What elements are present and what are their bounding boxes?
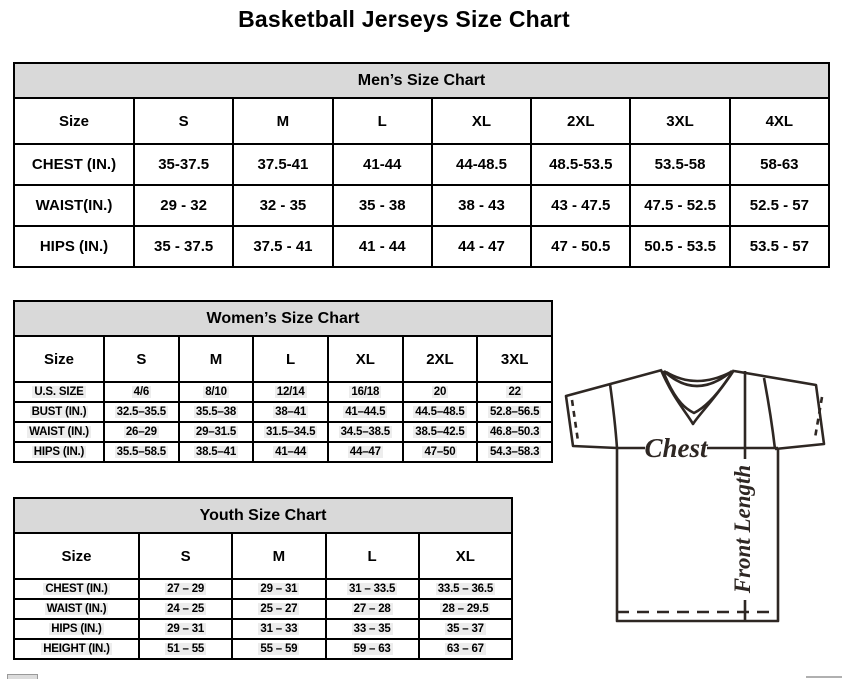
cell-value: 31 – 33.5 xyxy=(326,579,419,599)
column-header: 3XL xyxy=(630,98,729,144)
row-label-text: WAIST (IN.) xyxy=(46,603,107,615)
row-label xyxy=(14,619,139,639)
cell-value: 55 – 59 xyxy=(232,639,325,659)
column-header: 2XL xyxy=(403,336,478,382)
column-header: L xyxy=(253,336,328,382)
cell-value: 26–29 xyxy=(104,422,179,442)
mens-table-title: Men’s Size Chart xyxy=(14,63,829,98)
cell-value: 47 - 50.5 xyxy=(531,226,630,267)
cell-value: 16/18 xyxy=(328,382,403,402)
cell-value: 27 – 29 xyxy=(139,579,232,599)
column-header: M xyxy=(233,98,332,144)
table-row-waist xyxy=(14,185,829,226)
cell-value: 52.5 - 57 xyxy=(730,185,829,226)
table-row-hips xyxy=(14,619,512,639)
column-header: S xyxy=(104,336,179,382)
cell-value: 33 – 35 xyxy=(326,619,419,639)
row-label-text: CHEST (IN.) xyxy=(45,583,108,595)
cell-value: 32 - 35 xyxy=(233,185,332,226)
womens-title-row xyxy=(14,301,552,336)
cell-value: 29 – 31 xyxy=(232,579,325,599)
cell-value: 41-44 xyxy=(333,144,432,185)
cell-value: 48.5-53.5 xyxy=(531,144,630,185)
cell-value: 38 - 43 xyxy=(432,185,531,226)
cell-value: 41–44.5 xyxy=(328,402,403,422)
column-header: S xyxy=(134,98,233,144)
collar-rib-arc xyxy=(664,371,732,386)
youth-header-row xyxy=(14,533,512,579)
cell-value: 35 - 38 xyxy=(333,185,432,226)
cell-value: 31 – 33 xyxy=(232,619,325,639)
table-row-hips xyxy=(14,226,829,267)
cell-value: 35 – 37 xyxy=(419,619,512,639)
cell-value: 8/10 xyxy=(179,382,254,402)
womens-header-row xyxy=(14,336,552,382)
column-header: M xyxy=(232,533,325,579)
cell-value: 24 – 25 xyxy=(139,599,232,619)
cell-value: 53.5-58 xyxy=(630,144,729,185)
column-header: 3XL xyxy=(477,336,552,382)
cell-value: 44-48.5 xyxy=(432,144,531,185)
row-label: WAIST(IN.) xyxy=(14,185,134,226)
cell-value: 29 – 31 xyxy=(139,619,232,639)
cell-value: 25 – 27 xyxy=(232,599,325,619)
cell-value: 4/6 xyxy=(104,382,179,402)
jersey-outline xyxy=(566,370,824,621)
column-header: L xyxy=(333,98,432,144)
cell-value: 50.5 - 53.5 xyxy=(630,226,729,267)
youth-title-row xyxy=(14,498,512,533)
cell-value: 46.8–50.3 xyxy=(477,422,552,442)
cell-value: 53.5 - 57 xyxy=(730,226,829,267)
table-row-chest xyxy=(14,144,829,185)
column-header: L xyxy=(326,533,419,579)
row-label-text: HEIGHT (IN.) xyxy=(43,643,110,655)
row-label-text: WAIST (IN.) xyxy=(29,426,89,438)
cell-value: 44.5–48.5 xyxy=(403,402,478,422)
mens-title-row xyxy=(14,63,829,98)
cell-value: 35-37.5 xyxy=(134,144,233,185)
cell-value: 29 - 32 xyxy=(134,185,233,226)
cell-value: 22 xyxy=(477,382,552,402)
table-row-waist xyxy=(14,599,512,619)
cell-value: 44–47 xyxy=(328,442,403,462)
row-label-text: BUST (IN.) xyxy=(31,406,87,418)
cell-value: 34.5–38.5 xyxy=(328,422,403,442)
row-label: CHEST (IN.) xyxy=(14,144,134,185)
cell-value: 47–50 xyxy=(403,442,478,462)
chest-label: Chest xyxy=(644,433,708,463)
bottom-right-ui-fragment xyxy=(806,676,842,678)
column-header: S xyxy=(139,533,232,579)
cell-value: 38.5–42.5 xyxy=(403,422,478,442)
cell-value: 44 - 47 xyxy=(432,226,531,267)
cell-value: 47.5 - 52.5 xyxy=(630,185,729,226)
row-label xyxy=(14,599,139,619)
row-label: HIPS (IN.) xyxy=(14,226,134,267)
cell-value: 29–31.5 xyxy=(179,422,254,442)
cell-value: 28 – 29.5 xyxy=(419,599,512,619)
column-header: XL xyxy=(432,98,531,144)
cell-value: 38.5–41 xyxy=(179,442,254,462)
cell-value: 33.5 – 36.5 xyxy=(419,579,512,599)
column-header-size: Size xyxy=(14,533,139,579)
row-label xyxy=(14,402,104,422)
cell-value: 41–44 xyxy=(253,442,328,462)
cell-value: 38–41 xyxy=(253,402,328,422)
cell-value: 31.5–34.5 xyxy=(253,422,328,442)
column-header: XL xyxy=(419,533,512,579)
table-row-bust xyxy=(14,402,552,422)
cell-value: 35.5–38 xyxy=(179,402,254,422)
row-label xyxy=(14,639,139,659)
page-title: Basketball Jerseys Size Chart xyxy=(238,6,570,32)
youth-table-title: Youth Size Chart xyxy=(14,498,512,533)
mens-size-table xyxy=(13,62,830,268)
row-label xyxy=(14,422,104,442)
table-row-hips xyxy=(14,442,552,462)
row-label-text: HIPS (IN.) xyxy=(33,446,85,458)
table-row-chest xyxy=(14,579,512,599)
column-header: XL xyxy=(328,336,403,382)
table-row-us-size xyxy=(14,382,552,402)
cell-value: 37.5 - 41 xyxy=(233,226,332,267)
column-header-size: Size xyxy=(14,336,104,382)
row-label xyxy=(14,442,104,462)
right-armhole-seam xyxy=(764,378,775,449)
cell-value: 41 - 44 xyxy=(333,226,432,267)
cell-value: 52.8–56.5 xyxy=(477,402,552,422)
womens-table-title: Women’s Size Chart xyxy=(14,301,552,336)
jersey-diagram xyxy=(550,355,843,630)
cell-value: 37.5-41 xyxy=(233,144,332,185)
left-armhole-seam xyxy=(610,384,617,448)
cell-value: 54.3–58.3 xyxy=(477,442,552,462)
left-cuff-stitch xyxy=(572,400,578,441)
row-label-text: HIPS (IN.) xyxy=(51,623,102,635)
womens-size-table xyxy=(13,300,553,463)
front-length-label: Front Length xyxy=(730,464,755,594)
cell-value: 63 – 67 xyxy=(419,639,512,659)
cell-value: 35.5–58.5 xyxy=(104,442,179,462)
cell-value: 43 - 47.5 xyxy=(531,185,630,226)
youth-size-table xyxy=(13,497,513,660)
column-header: 4XL xyxy=(730,98,829,144)
column-header: 2XL xyxy=(531,98,630,144)
cell-value: 32.5–35.5 xyxy=(104,402,179,422)
cell-value: 58-63 xyxy=(730,144,829,185)
bottom-left-ui-fragment xyxy=(7,674,38,679)
row-label-text: U.S. SIZE xyxy=(34,386,84,398)
column-header-size: Size xyxy=(14,98,134,144)
cell-value: 12/14 xyxy=(253,382,328,402)
cell-value: 20 xyxy=(403,382,478,402)
column-header: M xyxy=(179,336,254,382)
cell-value: 35 - 37.5 xyxy=(134,226,233,267)
row-label xyxy=(14,579,139,599)
mens-header-row xyxy=(14,98,829,144)
row-label xyxy=(14,382,104,402)
cell-value: 59 – 63 xyxy=(326,639,419,659)
table-row-height xyxy=(14,639,512,659)
cell-value: 51 – 55 xyxy=(139,639,232,659)
table-row-waist xyxy=(14,422,552,442)
cell-value: 27 – 28 xyxy=(326,599,419,619)
